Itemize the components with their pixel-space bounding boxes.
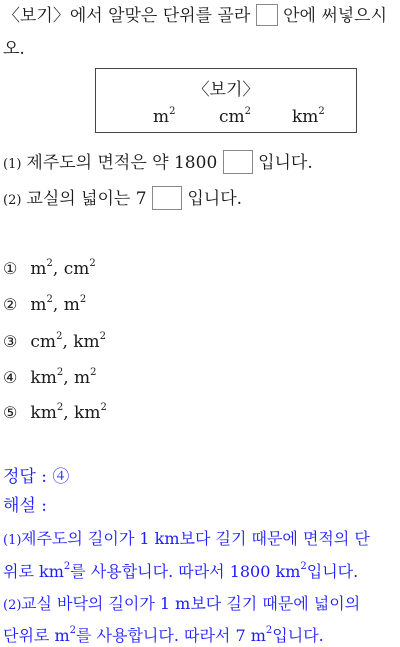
question-text: 〈보기〉에서 알맞은 단위를 골라 (3, 6, 251, 26)
choice-mark: ③ (3, 332, 18, 351)
choice-mark: ① (3, 259, 18, 278)
explanation-1-line-2: 위로 $km^2$를 사용합니다. 따라서 1800 $km^2$입니다. (3, 561, 359, 581)
subquestion-number: (2) (3, 193, 22, 208)
question-line-1 (3, 4, 387, 27)
answer-label: 정답 : ④ (3, 467, 70, 487)
choice-3[interactable]: ③ $cm^2$, $km^2$ (3, 331, 107, 352)
subquestion-number: (1) (3, 157, 22, 172)
question-line-2 (3, 38, 25, 60)
answer-blank-icon (256, 4, 278, 26)
example-box-title: 〈보기〉 (192, 80, 260, 100)
explanation-2-line-2: 단위로 $m^2$를 사용합니다. 따라서 7 $m^2$입니다. (3, 625, 324, 645)
unit-cm2: $cm^2$ (219, 106, 252, 127)
explanation-label: 해설 : (3, 496, 47, 516)
choice-mark: ④ (3, 368, 18, 387)
unit-m2: $m^2$ (153, 106, 176, 127)
subquestion-text-end: 입니다. (258, 153, 313, 173)
choice-mark: ⑤ (3, 403, 18, 422)
choice-mark: ② (3, 295, 18, 314)
choice-5[interactable]: ⑤ $km^2$, $km^2$ (3, 402, 107, 423)
answer-blank-icon (152, 186, 182, 210)
subquestion-text: 교실의 넓이는 7 (26, 189, 147, 209)
choice-4[interactable]: ④ $km^2$, $m^2$ (3, 367, 97, 388)
subquestion-2 (3, 186, 242, 212)
example-box (95, 68, 357, 133)
explanation-1-line-1: (1)제주도의 길이가 1 km보다 길기 때문에 면적의 단 (3, 529, 370, 548)
question-text-cont: 안에 써넣으시 (283, 6, 388, 26)
question-text-end: 오. (3, 39, 25, 59)
unit-km2: $km^2$ (292, 106, 325, 127)
subquestion-text-end: 입니다. (187, 189, 243, 209)
explanation-2-line-1: (2)교실 바닥의 길이가 1 m보다 길기 때문에 넓이의 (3, 594, 361, 613)
subquestion-1 (3, 150, 313, 176)
choice-2[interactable]: ② $m^2$, $m^2$ (3, 294, 87, 315)
subquestion-text: 제주도의 면적은 약 1800 (26, 153, 218, 173)
answer-blank-icon (223, 150, 253, 174)
choice-1[interactable]: ① $m^2$, $cm^2$ (3, 258, 96, 279)
